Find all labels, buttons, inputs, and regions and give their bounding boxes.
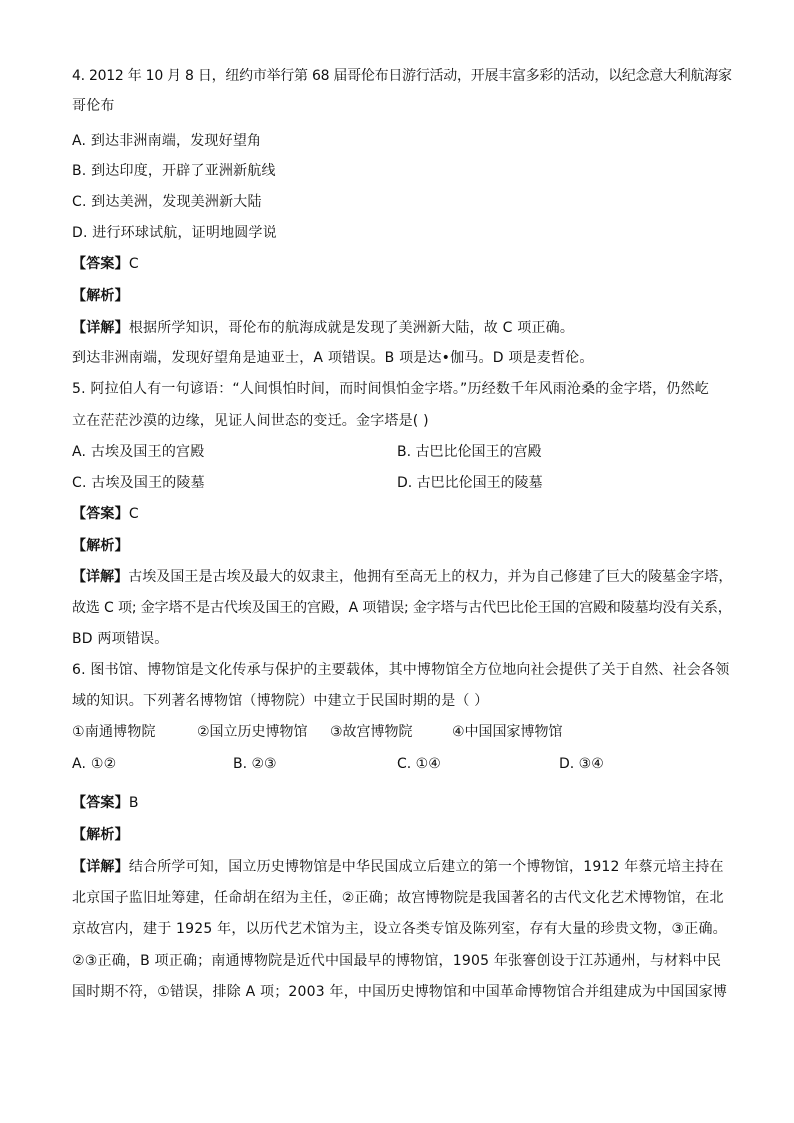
q4-answer bbox=[72, 254, 139, 274]
q5-answer-label: 【答案】 bbox=[72, 506, 129, 522]
q5-stem-line-2: 立在茫茫沙漠的边缘，见证人间世态的变迁。金字塔是( ) bbox=[72, 413, 429, 429]
q5-stem-line-1: 5. 阿拉伯人有一句谚语：“人间惧怕时间，而时间惧怕金字塔。”历经数千年风雨沧桑的金字塔，仍然屹 bbox=[72, 381, 709, 397]
q6-option-c: C. ①④ bbox=[397, 756, 441, 772]
q6-option-a: A. ①② bbox=[72, 756, 117, 772]
q4-option-b: B. 到达印度，开辟了亚洲新航线 bbox=[72, 163, 276, 179]
q6-answer-label: 【答案】 bbox=[72, 795, 129, 811]
q6-item-1: ①南通博物院 bbox=[72, 724, 156, 740]
q6-detail-line-1 bbox=[72, 857, 724, 877]
q6-option-b: B. ②③ bbox=[233, 756, 277, 772]
q6-detail-line-3: 京故宫内，建于 1925 年，以历代艺术馆为主，设立各类专馆及陈列室，存有大量的珍贵文物，③正确。 bbox=[72, 921, 727, 937]
q4-stem-line-1: 4. 2012 年 10 月 8 日，纽约市举行第 68 届哥伦布日游行活动，开展丰富多彩的活动，以纪念意大利航海家 bbox=[72, 68, 732, 84]
q4-option-c: C. 到达美洲，发现美洲新大陆 bbox=[72, 194, 262, 210]
q4-stem-line-2: 哥伦布 bbox=[72, 98, 115, 114]
q4-detail-label: 【详解】 bbox=[72, 320, 129, 336]
q5-detail-line-1 bbox=[72, 567, 732, 587]
q6-option-d: D. ③④ bbox=[559, 756, 604, 772]
q5-answer-value: C bbox=[128, 506, 139, 522]
q6-item-3: ③故宫博物院 bbox=[330, 724, 413, 740]
q4-detail-line-1 bbox=[72, 318, 574, 338]
q6-answer bbox=[72, 793, 139, 813]
q5-detail-line-3: BD 两项错误。 bbox=[72, 631, 169, 647]
q5-option-a: A. 古埃及国王的宫殿 bbox=[72, 444, 205, 460]
q6-item-4: ④中国国家博物馆 bbox=[452, 724, 563, 740]
q6-detail-line-4: ②③正确，B 项正确；南通博物院是近代中国最早的博物馆，1905 年张謇创设于江苏通州，与材料中民 bbox=[72, 953, 722, 969]
q4-answer-value: C bbox=[128, 256, 139, 272]
q5-option-c: C. 古埃及国王的陵墓 bbox=[72, 475, 205, 491]
q4-detail-line-2: 到达非洲南端，发现好望角是迪亚士，A 项错误。B 项是达•伽马。D 项是麦哲伦。 bbox=[72, 350, 594, 366]
q4-option-d: D. 进行环球试航，证明地圆学说 bbox=[72, 225, 277, 241]
q6-detail-line-5: 国时期不符，①错误，排除 A 项；2003 年，中国历史博物馆和中国革命博物馆合并组建成为中国国家博 bbox=[72, 984, 728, 1000]
q6-item-2: ②国立历史博物馆 bbox=[197, 724, 308, 740]
q6-analysis-label: 【解析】 bbox=[72, 827, 129, 843]
q4-analysis-label: 【解析】 bbox=[72, 288, 129, 304]
q5-option-b: B. 古巴比伦国王的宫殿 bbox=[397, 444, 542, 460]
q6-detail-text-1: 结合所学可知，国立历史博物馆是中华民国成立后建立的第一个博物馆，1912 年蔡元培主持在 bbox=[128, 859, 724, 875]
q6-answer-value: B bbox=[128, 795, 139, 811]
q6-stem-line-2: 域的知识。下列著名博物馆（博物院）中建立于民国时期的是（ ） bbox=[72, 693, 489, 709]
q5-detail-line-2: 故选 C 项; 金字塔不是古代埃及国王的宫殿，A 项错误; 金字塔与古代巴比伦王国的宫殿和陵墓均没有关系， bbox=[72, 600, 732, 616]
q6-detail-line-2: 北京国子监旧址筹建，任命胡在绍为主任，②正确；故宫博物院是我国著名的古代文化艺术博物馆，在北 bbox=[72, 890, 724, 906]
q5-answer bbox=[72, 504, 139, 524]
q4-option-a: A. 到达非洲南端，发现好望角 bbox=[72, 133, 262, 149]
q6-detail-label: 【详解】 bbox=[72, 859, 129, 875]
q5-option-d: D. 古巴比伦国王的陵墓 bbox=[397, 475, 543, 491]
q5-analysis-label: 【解析】 bbox=[72, 538, 129, 554]
q5-detail-text-1: 古埃及国王是古埃及最大的奴隶主，他拥有至高无上的权力，并为自己修建了巨大的陵墓金字塔， bbox=[128, 569, 733, 585]
q4-answer-label: 【答案】 bbox=[72, 256, 129, 272]
q6-stem-line-1: 6. 图书馆、博物馆是文化传承与保护的主要载体，其中博物馆全方位地向社会提供了关于自然、社会各领 bbox=[72, 662, 730, 678]
q4-detail-text-1: 根据所学知识，哥伦布的航海成就是发现了美洲新大陆，故 C 项正确。 bbox=[128, 320, 575, 336]
q5-detail-label: 【详解】 bbox=[72, 569, 129, 585]
